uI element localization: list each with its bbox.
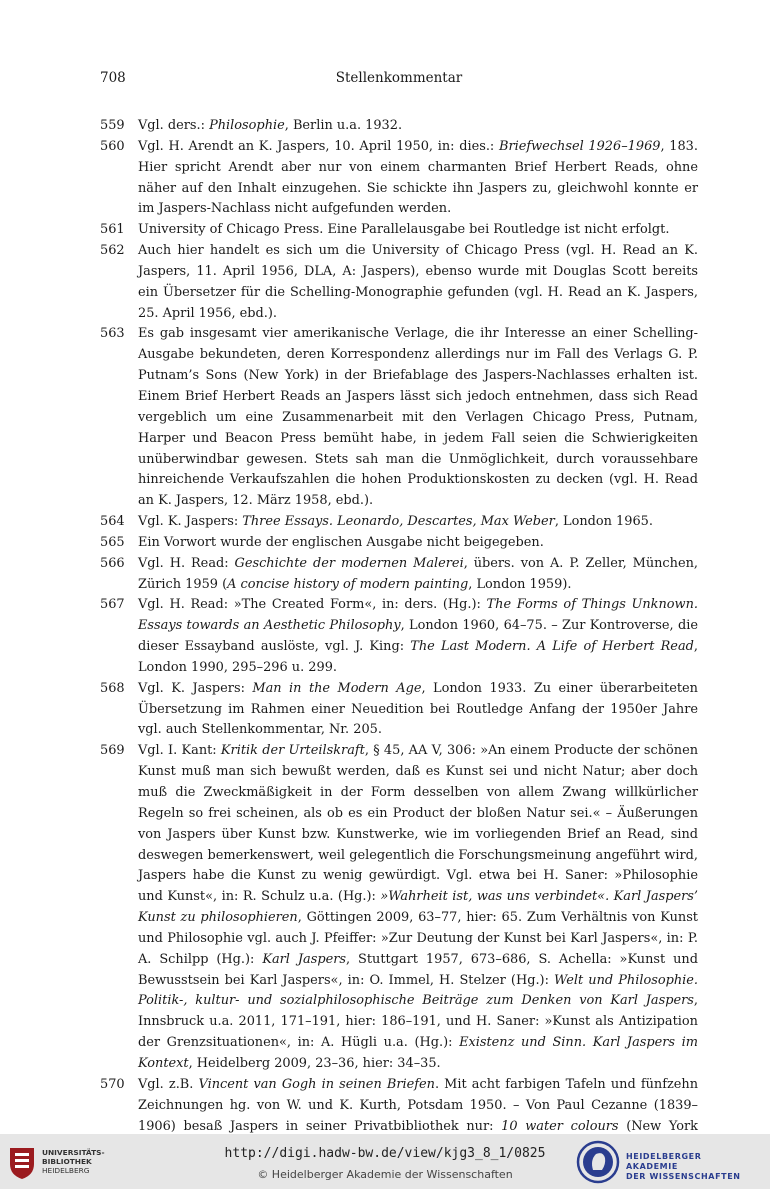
note-item: [100, 741, 698, 1075]
note-number: 564: [100, 514, 125, 530]
commentary-notes: [100, 116, 698, 1158]
note-text: University of Chicago Press. Eine Parallelausgabe bei Routledge ist nicht erfolgt.: [138, 222, 670, 238]
note-text: Vgl. z.B. Vincent van Gogh in seinen Briefen. Mit acht farbigen Tafeln und fünfzehn Zeichnungen hg. von W. und K. Kurth, Potsdam 1950. – Von Paul Cezanne (1839–1906) besaß Jaspers in seiner Privatbibliothek nur: 10 water colours (New York: [138, 1076, 698, 1134]
note-text: Vgl. K. Jaspers: Three Essays. Leonardo, Descartes, Max Weber, London 1965.: [138, 514, 653, 530]
running-title: Stellenkommentar: [335, 70, 463, 86]
hadw-seal-icon: [576, 1140, 620, 1184]
note-item: [100, 512, 698, 533]
note-text: Vgl. H. Arendt an K. Jaspers, 10. April 1950, in: dies.: Briefwechsel 1926–1969, 183. Hier spricht Arendt aber nur von einem charmanten Brief Herbert Reads, ohne näher auf den Inhalt einzugehen. Sie schickte ihn Jaspers zu, gleichwohl konnte er im Jaspers-Nachlass nicht aufgefunden werden.: [138, 138, 698, 217]
permalink-url[interactable]: http://digi.hadw-bw.de/view/kjg3_8_1/0825: [224, 1146, 546, 1161]
page-number: 708: [100, 70, 126, 86]
note-number: 565: [100, 534, 125, 550]
hadw-logo-text: [626, 1152, 756, 1182]
note-number: 562: [100, 243, 125, 259]
note-text: Vgl. H. Read: »The Created Form«, in: ders. (Hg.): The Forms of Things Unknown. Essays towards an Aesthetic Philosophy, London 1960, 64–75. – Zur Kontroverse, die dieser Essayband auslöste, vgl. J. King: The Last Modern. A Life of Herbert Read, London 1990, 295–296 u. 299.: [138, 597, 698, 675]
note-text: Auch hier handelt es sich um die University of Chicago Press (vgl. H. Read an K. Jaspers, 11. April 1956, DLA, A: Jaspers), ebenso wurde mit Douglas Scott bereits ein Übersetzer für die Schelling-Monographie gefunden (vgl. H. Read an K. Jaspers, 25. April 1956, ebd.).: [138, 243, 698, 321]
note-item: [100, 679, 698, 742]
note-item: [100, 241, 698, 324]
note-item: [100, 533, 698, 554]
hadw-line2: DER WISSENSCHAFTEN: [626, 1172, 741, 1181]
hadw-logo[interactable]: [576, 1140, 756, 1184]
ub-line2: BIBLIOTHEK: [42, 1157, 92, 1166]
hadw-line1: HEIDELBERGER AKADEMIE: [626, 1152, 702, 1171]
note-item: [100, 137, 698, 220]
copyright-notice: © Heidelberger Akademie der Wissenschaften: [257, 1168, 513, 1181]
note-number: 559: [100, 118, 125, 133]
note-number: 568: [100, 680, 125, 696]
note-number: 570: [100, 1076, 125, 1092]
ub-line1: UNIVERSITÄTS-: [42, 1148, 105, 1157]
note-text: Vgl. I. Kant: Kritik der Urteilskraft, § 45, AA V, 306: »An einem Producte der schönen Kunst muß man sich bewußt werden, daß es Kunst sei und nicht Natur; aber doch muß die Zweckmäßigkeit in der Form desselben von allem Zwang willkürlicher Regeln so frei scheinen, als ob es ein Product der bloßen Natur sei.« – Äußerungen von Jaspers über Kunst bzw. Kunstwerke, wie im vorliegenden Brief an Read, sind deswegen bemerkenswert, weil gelegentlich die Forschungsmeinung angeführt wird, Jaspers habe die Kunst zu wenig gewürdigt. Vgl. etwa bei H. Saner: »Philosophie und Kunst«, in: R. Schulz u.a. (Hg.): »Wahrheit ist, was uns verbindet«. Karl Jaspers’ Kunst zu philosophieren, Göttingen 2009, 63–77, hier: 65. Zum Verhältnis von Kunst und Philosophie vgl. auch J. Pfeiffer: »Zur Deutung der Kunst bei Karl Jaspers«, in: P. A. Schilpp (Hg.): Karl Jaspers, Stuttgart 1957, 673–686, S. Achella: »Kunst und Bewusstsein bei Karl Jaspers«, in: O. Immel, H. Stelzer (Hg.): Welt und Philosophie. Politik-, kultur- und sozialphilosophische Beiträge zum Denken von Karl Jaspers, Innsbruck u.a. 2011, 171–191, hier: 186–191, und H. Saner: »Kunst als Antizipation der Grenzsituationen«, in: A. Hügli u.a. (Hg.): Existenz und Sinn. Karl Jaspers im Kontext, Heidelberg 2009, 23–36, hier: 34–35.: [138, 743, 699, 1071]
note-number: 561: [100, 222, 125, 238]
note-text: Es gab insgesamt vier amerikanische Verlage, die ihr Interesse an einer Schelling-Ausgabe bekundeten, deren Korrespondenz allerdings nur im Fall des Verlags G. P. Putnam’s Sons (New York) in der Briefablage des Jaspers-Nachlasses erhalten ist. Einem Brief Herbert Reads an Jaspers lässt sich jedoch entnehmen, dass sich Read vergeblich um eine Zusammenarbeit mit den Verlagen Chicago Press, Putnam, Harper und Beacon Press bemüht habe, in jedem Fall seien die Schwierigkeiten unüberwindbar gewesen. Stets sah man die Unmöglichkeit, durch voraussehbare hinreichende Verkaufszahlen die hohen Produktionskosten zu decken (vgl. H. Read an K. Jaspers, 12. März 1958, ebd.).: [138, 326, 698, 509]
note-item: [100, 595, 698, 678]
note-text: Ein Vorwort wurde der englischen Ausgabe nicht beigegeben.: [138, 534, 544, 550]
note-number: 567: [100, 597, 125, 613]
page-header: [100, 70, 698, 92]
note-number: 560: [100, 138, 125, 154]
note-number: 569: [100, 743, 125, 759]
note-text: Vgl. H. Read: Geschichte der modernen Malerei, übers. von A. P. Zeller, München, Zürich 1959 (A concise history of modern painting, London 1959).: [138, 555, 698, 592]
note-text: Vgl. ders.: Philosophie, Berlin u.a. 1932.: [138, 118, 403, 133]
footer-band: [0, 1134, 770, 1189]
ub-line3: HEIDELBERG: [42, 1166, 90, 1175]
note-text: Vgl. K. Jaspers: Man in the Modern Age, London 1933. Zu einer überarbeiteten Übersetzung im Rahmen einer Neuedition bei Routledge Anfang der 1950er Jahre vgl. auch Stellenkommentar, Nr. 205.: [138, 680, 698, 738]
note-number: 563: [100, 326, 125, 342]
note-item: [100, 554, 698, 596]
note-item: [100, 220, 698, 241]
note-item: [100, 324, 698, 512]
note-item: [100, 116, 698, 137]
note-number: 566: [100, 555, 125, 571]
